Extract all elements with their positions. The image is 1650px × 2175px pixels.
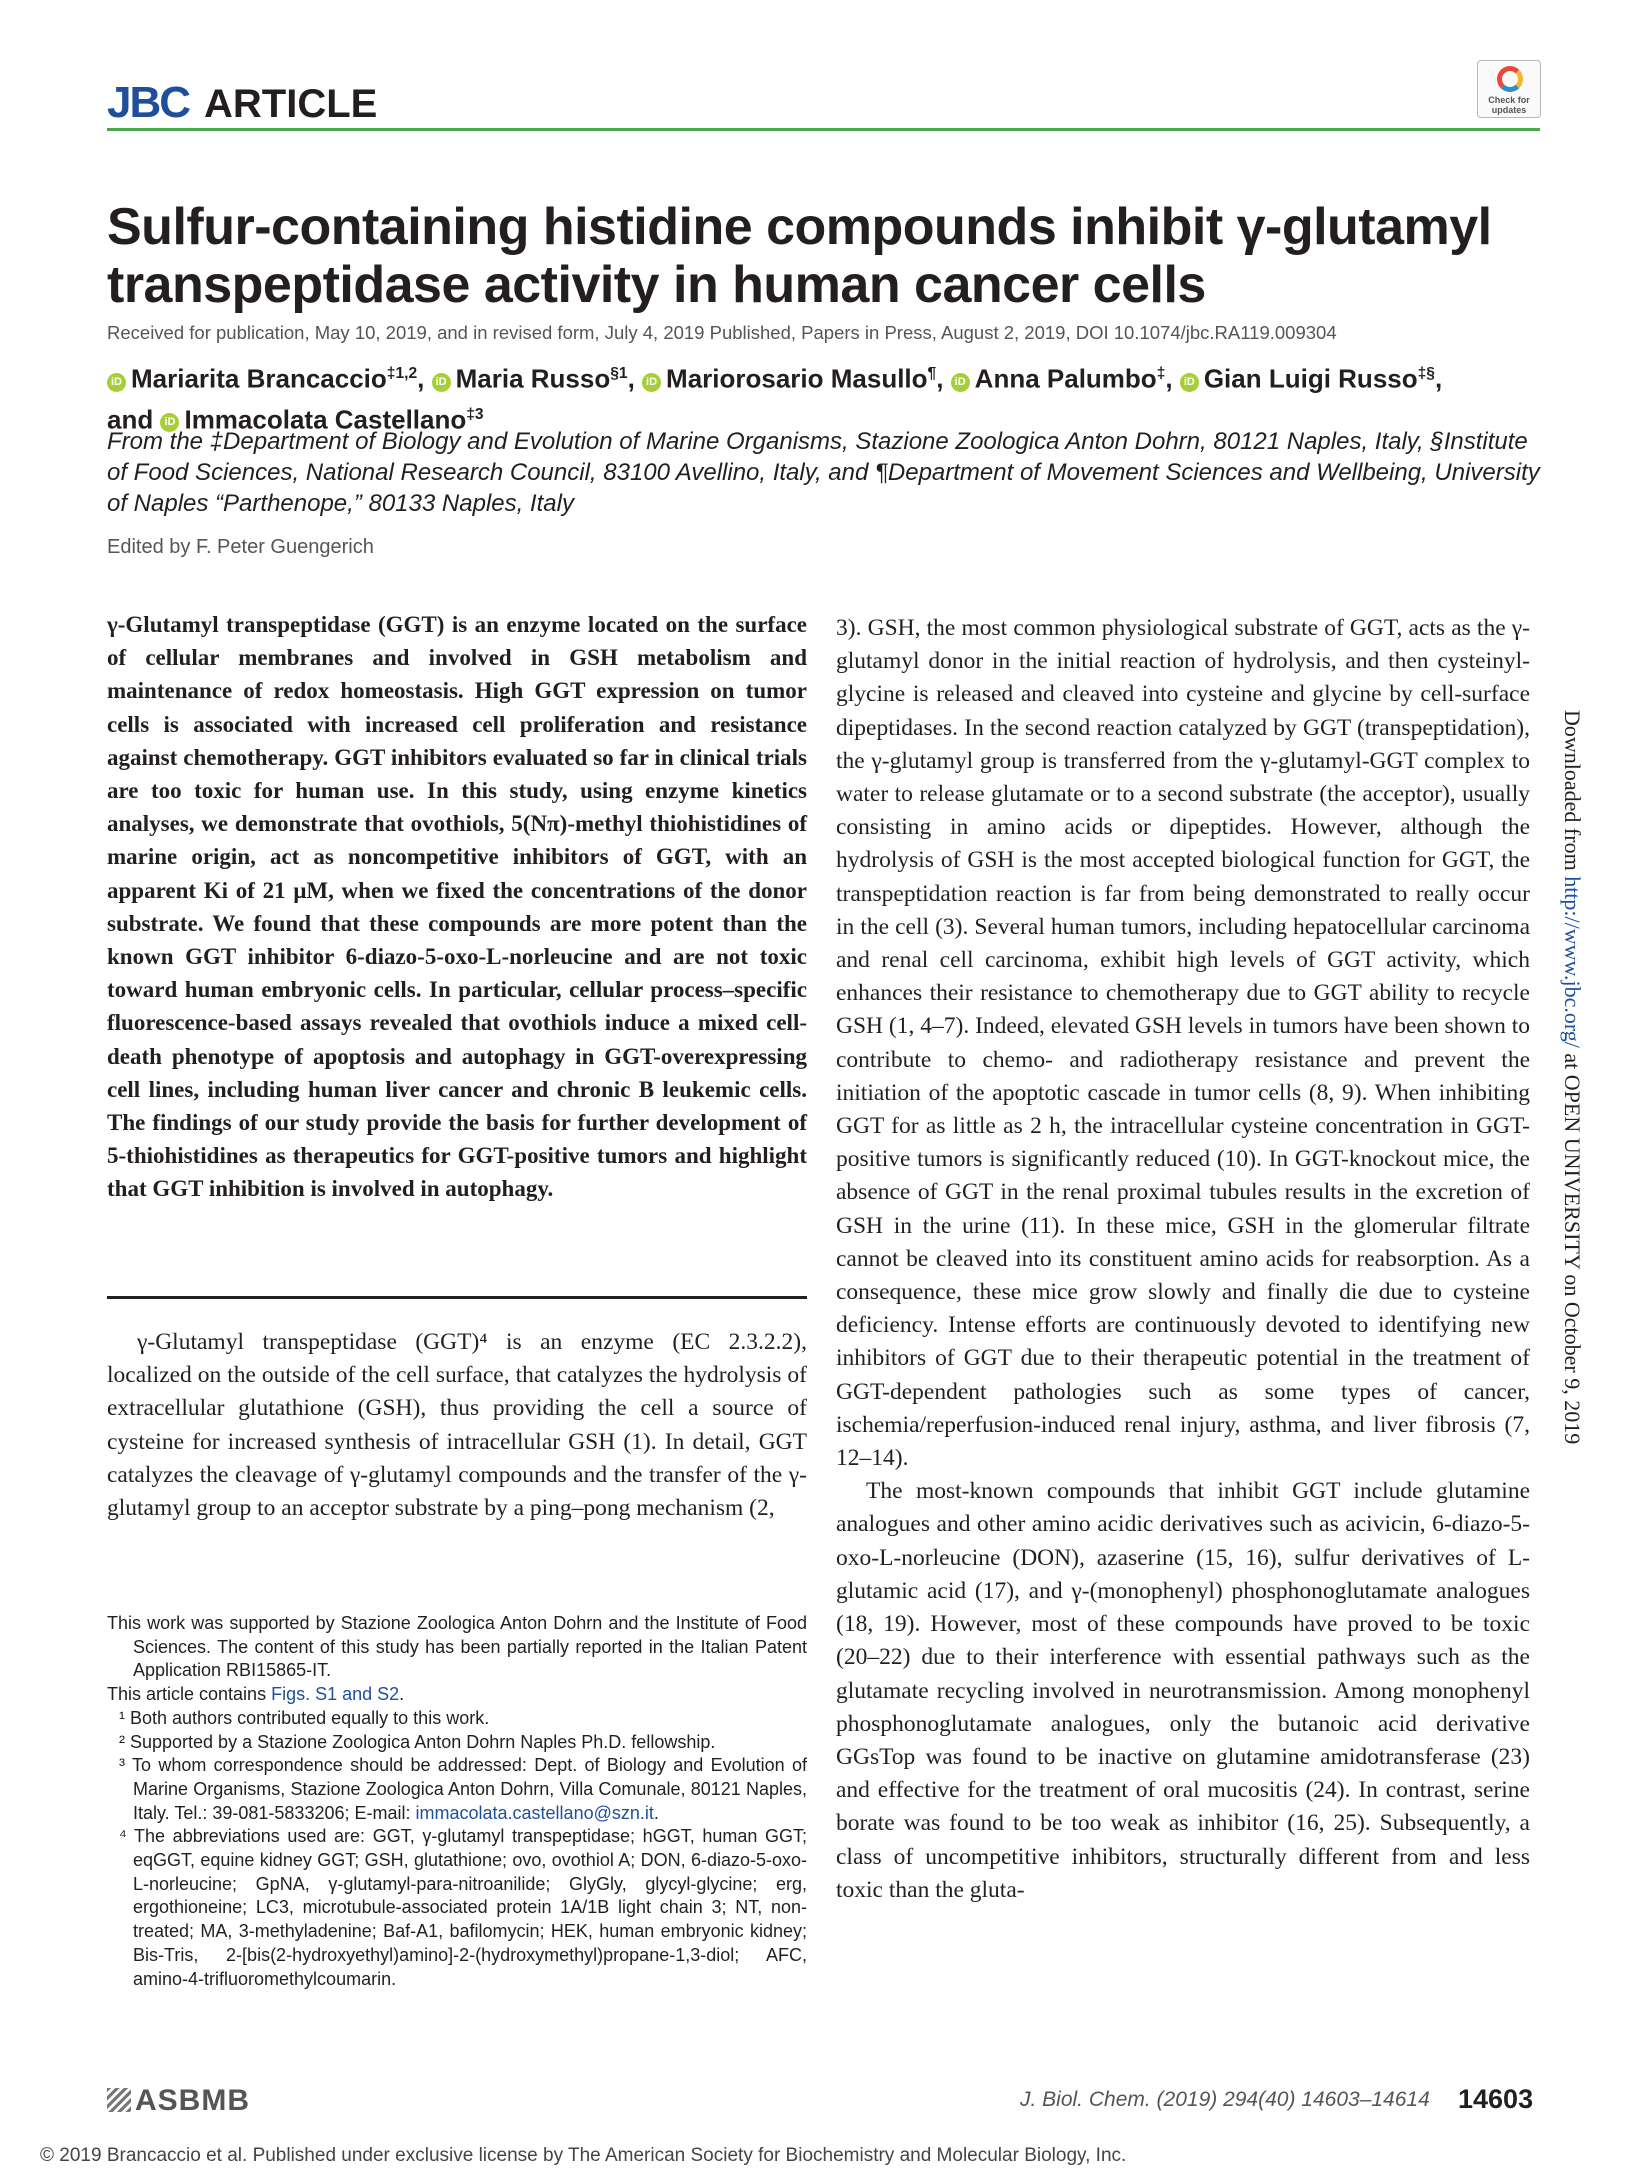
download-notice: Downloaded from http://www.jbc.org/ at OPEN UNIVERSITY on October 9, 2019 (1560, 710, 1585, 1445)
author-and: and (107, 404, 154, 435)
author-name: Mariorosario Masullo (666, 363, 928, 394)
author-affil-sup: ‡3 (466, 405, 484, 423)
author-name: Gian Luigi Russo (1203, 363, 1418, 394)
publisher-logo: ASBMB (107, 2084, 250, 2118)
affiliations: From the ‡Department of Biology and Evolution of Marine Organisms, Stazione Zoologica Anton Dohrn, 80121 Naples, Italy, §Institute of Food Sciences, National Research Council, 83100 Avellino, Italy, and ¶Department of Movement Sciences and Wellbeing, University of Naples “Parthenope,” 80133 Naples, Italy (107, 428, 1540, 517)
journal-citation: J. Biol. Chem. (2019) 294(40) 14603–14614 (1020, 2088, 1430, 2111)
orcid-icon[interactable]: iD (160, 413, 179, 432)
author-affil-sup: ‡ (1156, 365, 1166, 382)
orcid-icon[interactable]: iD (951, 373, 970, 392)
orcid-icon[interactable]: iD (432, 373, 451, 392)
body-right-column (836, 612, 1530, 1907)
email-link[interactable]: immacolata.castellano@szn.it (415, 1802, 654, 1823)
footnote-4: ⁴ The abbreviations used are: GGT, γ-glutamyl transpeptidase; hGGT, human GGT; eqGGT, equine kidney GGT; GSH, glutathione; ovo, ovothiol A; DON, 6-diazo-5-oxo-L-norleucine; GpNA, γ-glutamyl-para-nitroanilide; GlyGly, glycyl-glycine; erg, ergothioneine; LC3, microtubule-associated protein 1A/1B light chain 3; NT, non-treated; MA, 3-methyladenine; Baf-A1, bafilomycin; HEK, human embryonic kidney; Bis-Tris, 2-[bis(2-hydroxyethyl)amino]-2-(hydroxymethyl)propane-1,3-diol; AFC, amino-4-trifluoromethylcoumarin. (119, 1826, 807, 1989)
orcid-icon[interactable]: iD (1180, 373, 1199, 392)
footnote-3: ³ To whom correspondence should be addressed: Dept. of Biology and Evolution of Marine Organisms, Stazione Zoologica Anton Dohrn, Villa Comunale, 80121 Naples, Italy. Tel.: 39-081-5833206; E-mail: immacolata.castellano@szn.it. (119, 1755, 807, 1823)
asbmb-icon (107, 2088, 131, 2112)
page-number: 14603 (1458, 2084, 1534, 2114)
header-rule (107, 128, 1540, 131)
author-affil-sup: ¶ (927, 365, 937, 382)
article-type-label: ARTICLE (204, 82, 378, 126)
updates-icon (1497, 66, 1523, 92)
footnote-support: This work was supported by Stazione Zoologica Anton Dohrn and the Institute of Food Sciences. The content of this study has been partially reported in the Italian Patent Application RBI15865-IT. (107, 1613, 807, 1681)
publication-history: Received for publication, May 10, 2019, and in revised form, July 4, 2019 Published, Papers in Press, August 2, 2019, DOI 10.1074/jbc.RA119.009304 (107, 322, 1337, 343)
body-paragraph: The most-known compounds that inhibit GGT include glutamine analogues and other amino acidic derivatives such as acivicin, 6-diazo-5-oxo-L-norleucine (DON), azaserine (15, 16), sulfur derivatives of L-glutamic acid (17), and γ-(monophenyl) phosphonoglutamate analogues (18, 19). However, most of these compounds have proved to be toxic (20–22) due to their interference with essential pathways such as the glutamate recycling involved in neurotransmission. Among monophenyl phosphonoglutamate analogues, only the butanoic acid derivative GGsTop was found to be inactive on glutamine amidotransferase (23) and effective for the treatment of oral mucositis (24). In contrast, serine borate was found to be too weak as inhibitor (16, 25). Subsequently, a class of uncompetitive inhibitors, structurally different from and less toxic than the gluta- (836, 1478, 1530, 1903)
author-name: Maria Russo (455, 363, 611, 394)
orcid-icon[interactable]: iD (642, 373, 661, 392)
journal-logo: JBC (107, 78, 190, 127)
jbc-link[interactable]: http://www.jbc.org/ (1560, 876, 1585, 1048)
check-for-updates-button[interactable] (1477, 60, 1541, 118)
orcid-icon[interactable]: iD (107, 373, 126, 392)
author-name: Immacolata Castellano (184, 404, 467, 435)
introduction-left (107, 1326, 807, 1525)
abstract-divider (107, 1296, 807, 1299)
updates-badge-label: Check for updates (1488, 95, 1530, 115)
abstract: γ-Glutamyl transpeptidase (GGT) is an enzyme located on the surface of cellular membranes and involved in GSH metabolism and maintenance of redox homeostasis. High GGT expression on tumor cells is associated with increased cell proliferation and resistance against chemotherapy. GGT inhibitors evaluated so far in clinical trials are too toxic for human use. In this study, using enzyme kinetics analyses, we demonstrate that ovothiols, 5(Nπ)-methyl thiohistidines of marine origin, act as noncompetitive inhibitors of GGT, with an apparent Ki of 21 μM, when we fixed the concentrations of the donor substrate. We found that these compounds are more potent than the known GGT inhibitor 6-diazo-5-oxo-L-norleucine and are not toxic toward human embryonic cells. In particular, cellular process–specific fluorescence-based assays revealed that ovothiols induce a mixed cell-death phenotype of apoptosis and autophagy in GGT-overexpressing cell lines, including human liver cancer and chronic B leukemic cells. The findings of our study provide the basis for further development of 5-thiohistidines as therapeutics for GGT-positive tumors and highlight that GGT inhibition is involved in autophagy. (107, 612, 807, 1202)
intro-paragraph: γ-Glutamyl transpeptidase (GGT)⁴ is an enzyme (EC 2.3.2.2), localized on the outside of the cell surface, that catalyzes the hydrolysis of extracellular glutathione (GSH), thus providing the cell a source of cysteine for increased synthesis of intracellular GSH (1). In detail, GGT catalyzes the cleavage of γ-glutamyl compounds and the transfer of the γ-glutamyl group to an acceptor substrate by a ping–pong mechanism (2, (107, 1329, 807, 1522)
author-name: Mariarita Brancaccio (131, 363, 387, 394)
article-title: Sulfur-containing histidine compounds inhibit γ-glutamyl transpeptidase activity in human cancer cells (107, 198, 1492, 314)
edited-by: Edited by F. Peter Guengerich (107, 536, 374, 558)
footnotes (107, 1612, 807, 1991)
body-paragraph: 3). GSH, the most common physiological substrate of GGT, acts as the γ-glutamyl donor in the initial reaction of hydrolysis, and then cysteinyl-glycine is released and cleaved into cysteine and glycine by cell-surface dipeptidases. In the second reaction catalyzed by GGT (transpeptidation), the γ-glutamyl group is transferred from the γ-glutamyl-GGT complex to water to release glutamate or to a second substrate (the acceptor), usually consisting in amino acids or dipeptides. However, although the hydrolysis of GSH is the most accepted biological function for GGT, the transpeptidation reaction is far from being demonstrated to really occur in the cell (3). Several human tumors, including hepatocellular carcinoma and renal cell carcinoma, exhibit high levels of GGT activity, which enhances their resistance to chemotherapy due to GGT ability to recycle GSH (1, 4–7). Indeed, elevated GSH levels in tumors have been shown to contribute to chemo- and radiotherapy resistance and prevent the initiation of the apoptotic cascade in tumor cells (8, 9). When inhibiting GGT for as little as 2 h, the intracellular cysteine concentration in GGT-positive tumors is significantly reduced (10). In GGT-knockout mice, the absence of GGT in the renal proximal tubules results in the excretion of GSH in the urine (11). In these mice, GSH in the glomerular filtrate cannot be cleaved into its constituent amino acids for reabsorption. As a consequence, these mice grow slowly and finally die due to cysteine deficiency. Intense efforts are continuously devoted to identifying new inhibitors of GGT due to their therapeutic potential in the treatment of GGT-dependent pathologies such as some types of cancer, ischemia/reperfusion-induced renal injury, asthma, and liver fibrosis (7, 12–14). (836, 615, 1530, 1472)
footnote-supplement: This article contains Figs. S1 and S2. (107, 1684, 405, 1705)
copyright-notice: © 2019 Brancaccio et al. Published under exclusive license by The American Society for Biochemistry and Molecular Biology, Inc. (40, 2145, 1127, 2166)
author-affil-sup: ‡1,2 (386, 365, 418, 382)
footnote-2: ² Supported by a Stazione Zoologica Anton Dohrn Naples Ph.D. fellowship. (119, 1731, 716, 1752)
footnote-1: ¹ Both authors contributed equally to this work. (119, 1707, 490, 1728)
author-affil-sup: ‡§ (1417, 365, 1435, 382)
author-affil-sup: §1 (610, 365, 628, 382)
author-name: Anna Palumbo (974, 363, 1157, 394)
supplement-link[interactable]: Figs. S1 and S2 (271, 1684, 400, 1705)
author-list: iD Mariarita Brancaccio$^{\ddagger 1,2}$, iD Maria Russo$^{\S 1}$, iD Mariorosario Masullo¶, iD Anna Palumbo‡, iD Gian Luigi Russo‡§, and iD Immacolata Castellano$^{\ddagger 3}$ (107, 363, 1443, 435)
